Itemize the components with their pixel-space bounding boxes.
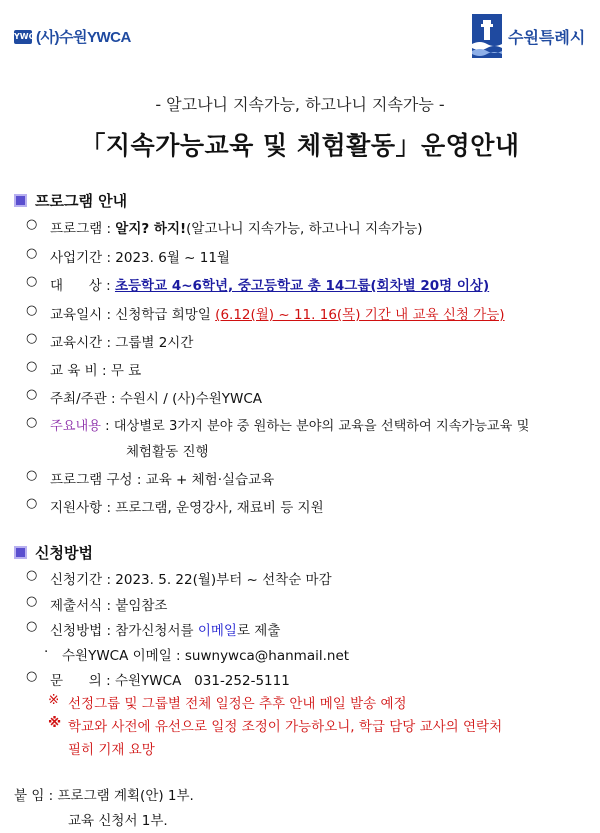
note-mark-icon: ※ — [48, 715, 62, 731]
apply-method-label: 신청방법 : 참가신청서를 — [50, 623, 198, 639]
section-square-icon — [14, 194, 27, 207]
program-row-support — [26, 496, 324, 516]
apply-row-email — [44, 644, 349, 664]
circle-bullet-icon: ○ — [26, 669, 38, 684]
ywca-logo — [14, 26, 131, 47]
apply-row-form — [26, 594, 167, 614]
program-row-structure — [26, 468, 274, 488]
apply-note-1 — [48, 692, 407, 712]
circle-bullet-icon: ○ — [26, 274, 38, 289]
subtitle: - 알고나니 지속가능, 하고나니 지속가능 - — [155, 95, 445, 114]
circle-bullet-icon: ○ — [26, 496, 38, 511]
apply-row-contact — [26, 669, 290, 689]
program-row-fee — [26, 359, 141, 379]
program-content-text: : 대상별로 3가지 분야 중 원하는 분야의 교육을 선택하여 지속가능교육 및 — [100, 419, 530, 434]
circle-bullet-icon: ○ — [26, 246, 38, 261]
suwon-emblem-icon — [472, 14, 502, 58]
program-host-text: 주최/주관 : 수원시 / (사)수원YWCA — [50, 391, 263, 407]
apply-row-method — [26, 619, 280, 639]
circle-bullet-icon: ○ — [26, 217, 38, 232]
program-name-desc: (알고나니 지속가능, 하고나니 지속가능) — [186, 221, 423, 237]
dot-bullet-icon: · — [44, 644, 49, 660]
section-apply-heading — [14, 542, 93, 563]
apply-note-1-text: 선정그룹 및 그룹별 전체 일정은 추후 안내 메일 발송 예정 — [68, 696, 407, 712]
program-period-text: 사업기간 : 2023. 6월 ~ 11월 — [50, 250, 230, 266]
program-schedule-label: 교육일시 : 신청학급 희망일 — [50, 307, 216, 323]
apply-method-email: 이메일 — [197, 623, 237, 639]
circle-bullet-icon: ○ — [26, 468, 38, 483]
program-hours-text: 교육시간 : 그룹별 2시간 — [50, 335, 194, 351]
circle-bullet-icon: ○ — [26, 303, 38, 318]
section-apply-title: 신청방법 — [35, 544, 93, 562]
program-row-hours — [26, 331, 193, 351]
program-fee-text: 교 육 비 : 무 료 — [50, 363, 142, 379]
circle-bullet-icon: ○ — [26, 619, 38, 634]
circle-bullet-icon: ○ — [26, 415, 38, 430]
program-content-label: 주요내용 — [50, 419, 101, 434]
program-support-text: 지원사항 : 프로그램, 운영강사, 재료비 등 지원 — [50, 500, 324, 516]
page-title: 「지속가능교육 및 체험활동」운영안내 — [80, 131, 520, 160]
circle-bullet-icon: ○ — [26, 568, 38, 583]
circle-bullet-icon: ○ — [26, 594, 38, 609]
program-row-name — [26, 217, 423, 237]
circle-bullet-icon: ○ — [26, 387, 38, 402]
ywca-logo-text: (사)수원YWCA — [36, 29, 131, 46]
apply-note-2 — [48, 715, 502, 735]
suwon-logo — [472, 14, 585, 58]
circle-bullet-icon: ○ — [26, 359, 38, 374]
program-row-host — [26, 387, 262, 407]
program-row-target — [26, 274, 489, 294]
section-program-title: 프로그램 안내 — [35, 192, 128, 210]
apply-form-text: 제출서식 : 붙임참조 — [50, 598, 168, 614]
attach-row-1 — [14, 784, 194, 804]
attach-label: 붙 임 : — [14, 788, 58, 804]
program-target-value: 초등학교 4~6학년, 중고등학교 총 14그룹(회차별 20명 이상) — [114, 278, 490, 294]
attach-item-1: 프로그램 계획(안) 1부. — [57, 788, 194, 804]
program-row-content — [26, 415, 529, 434]
section-program-heading — [14, 190, 127, 211]
ywca-logo-mark: YWCA — [14, 30, 32, 44]
section-square-icon — [14, 546, 27, 559]
program-structure-text: 프로그램 구성 : 교육 + 체험·실습교육 — [50, 472, 275, 488]
apply-method-rest: 로 제출 — [236, 623, 281, 639]
apply-contact-text: 문 의 : 수원YWCA 031-252-5111 — [50, 673, 290, 689]
program-row-period — [26, 246, 230, 266]
circle-bullet-icon: ○ — [26, 331, 38, 346]
program-content-cont: 체험활동 진행 — [126, 444, 209, 460]
note-mark-icon: ※ — [48, 692, 60, 708]
program-schedule-value: (6.12(월) ~ 11. 16(목) 기간 내 교육 신청 가능) — [215, 307, 505, 323]
suwon-logo-text: 수원특례시 — [508, 27, 586, 47]
apply-period-text: 신청기간 : 2023. 5. 22(월)부터 ~ 선착순 마감 — [50, 572, 332, 588]
apply-row-period — [26, 568, 332, 588]
apply-email-text: 수원YWCA 이메일 : suwnywca@hanmail.net — [62, 648, 350, 664]
program-name-label: 프로그램 : — [50, 221, 116, 237]
apply-note-2-text: 학교와 사전에 유선으로 일정 조정이 가능하오니, 학급 담당 교사의 연락처 — [68, 719, 503, 735]
apply-note-2-cont: 필히 기재 요망 — [68, 742, 155, 758]
program-row-schedule — [26, 303, 505, 323]
program-name-value: 알지? 하지! — [115, 221, 187, 237]
program-target-label: 대 상 : — [50, 278, 115, 294]
attach-item-2: 교육 신청서 1부. — [68, 813, 168, 829]
